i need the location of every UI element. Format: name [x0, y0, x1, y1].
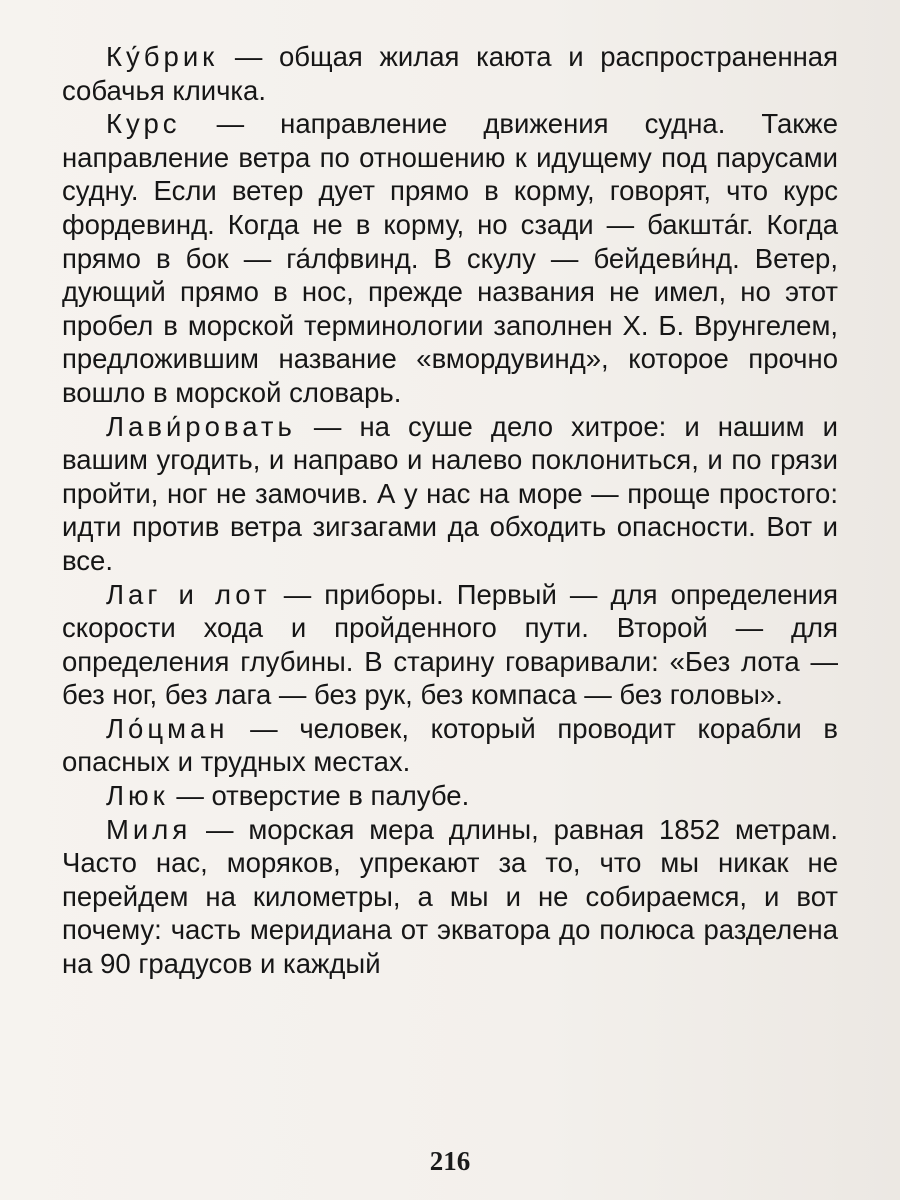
glossary-entry-lotsman — [62, 712, 838, 779]
entry-term: Миля — [106, 813, 192, 845]
entry-definition: — общая жилая каюта и распространенная собачья кличка. — [62, 41, 838, 106]
entry-term: Лави́ровать — [106, 410, 296, 442]
entry-term: Лаг и лот — [106, 578, 271, 610]
glossary-entry-lag-i-lot — [62, 578, 838, 712]
entry-definition: — направление движения судна. Также направление ветра по отношению к идущему под парусами судну. Если ветер дует прямо в корму, говорят, что курс фордевинд. Когда не в корму, но сзади — бакшта́г. Когда прямо в бок — га́лфвинд. В скулу — бейдеви́нд. Ветер, дующий прямо в нос, прежде названия не имел, но этот пробел в морской терминологии заполнен Х. Б. Врунгелем, предложившим название «вмордувинд», которое прочно вошло в морской словарь. — [62, 108, 838, 408]
glossary-entry-lavirovat — [62, 410, 838, 578]
glossary-entry-milya — [62, 813, 838, 981]
glossary-entry-kubrik — [62, 40, 838, 107]
entry-term: Курс — [106, 108, 181, 140]
page-number: 216 — [429, 1146, 471, 1176]
glossary-entry-kurs — [62, 107, 838, 409]
entry-definition: — отверстие в палубе. — [168, 780, 470, 812]
entry-definition: — морская мера длины, равная 1852 метрам. Часто нас, моряков, упрекают за то, что мы никак не перейдем на километры, а мы и не собираемся, и вот почему: часть меридиана от экватора до полюса разделена на 90 градусов и каждый — [62, 813, 838, 980]
glossary-entry-lyuk — [62, 779, 838, 813]
entry-term: Люк — [106, 780, 169, 812]
entry-term: Ку́брик — [106, 41, 219, 72]
entry-definition: — приборы. Первый — для определения скорости хода и пройденного пути. Второй — для определения глубины. В старину говаривали: «Без лота — без ног, без лага — без рук, без компаса — без головы». — [62, 578, 838, 711]
entry-definition: — человек, который проводит корабли в опасных и трудных местах. — [62, 712, 838, 778]
entry-definition: — на суше дело хитрое: и нашим и вашим угодить, и направо и налево поклониться, и по грязи пройти, ног не замочив. А у нас на море — проще простого: идти против ветра зигзагами да обходить опасности. Вот и все. — [62, 410, 838, 576]
entry-term: Ло́цман — [106, 712, 229, 744]
glossary-text — [62, 40, 838, 981]
